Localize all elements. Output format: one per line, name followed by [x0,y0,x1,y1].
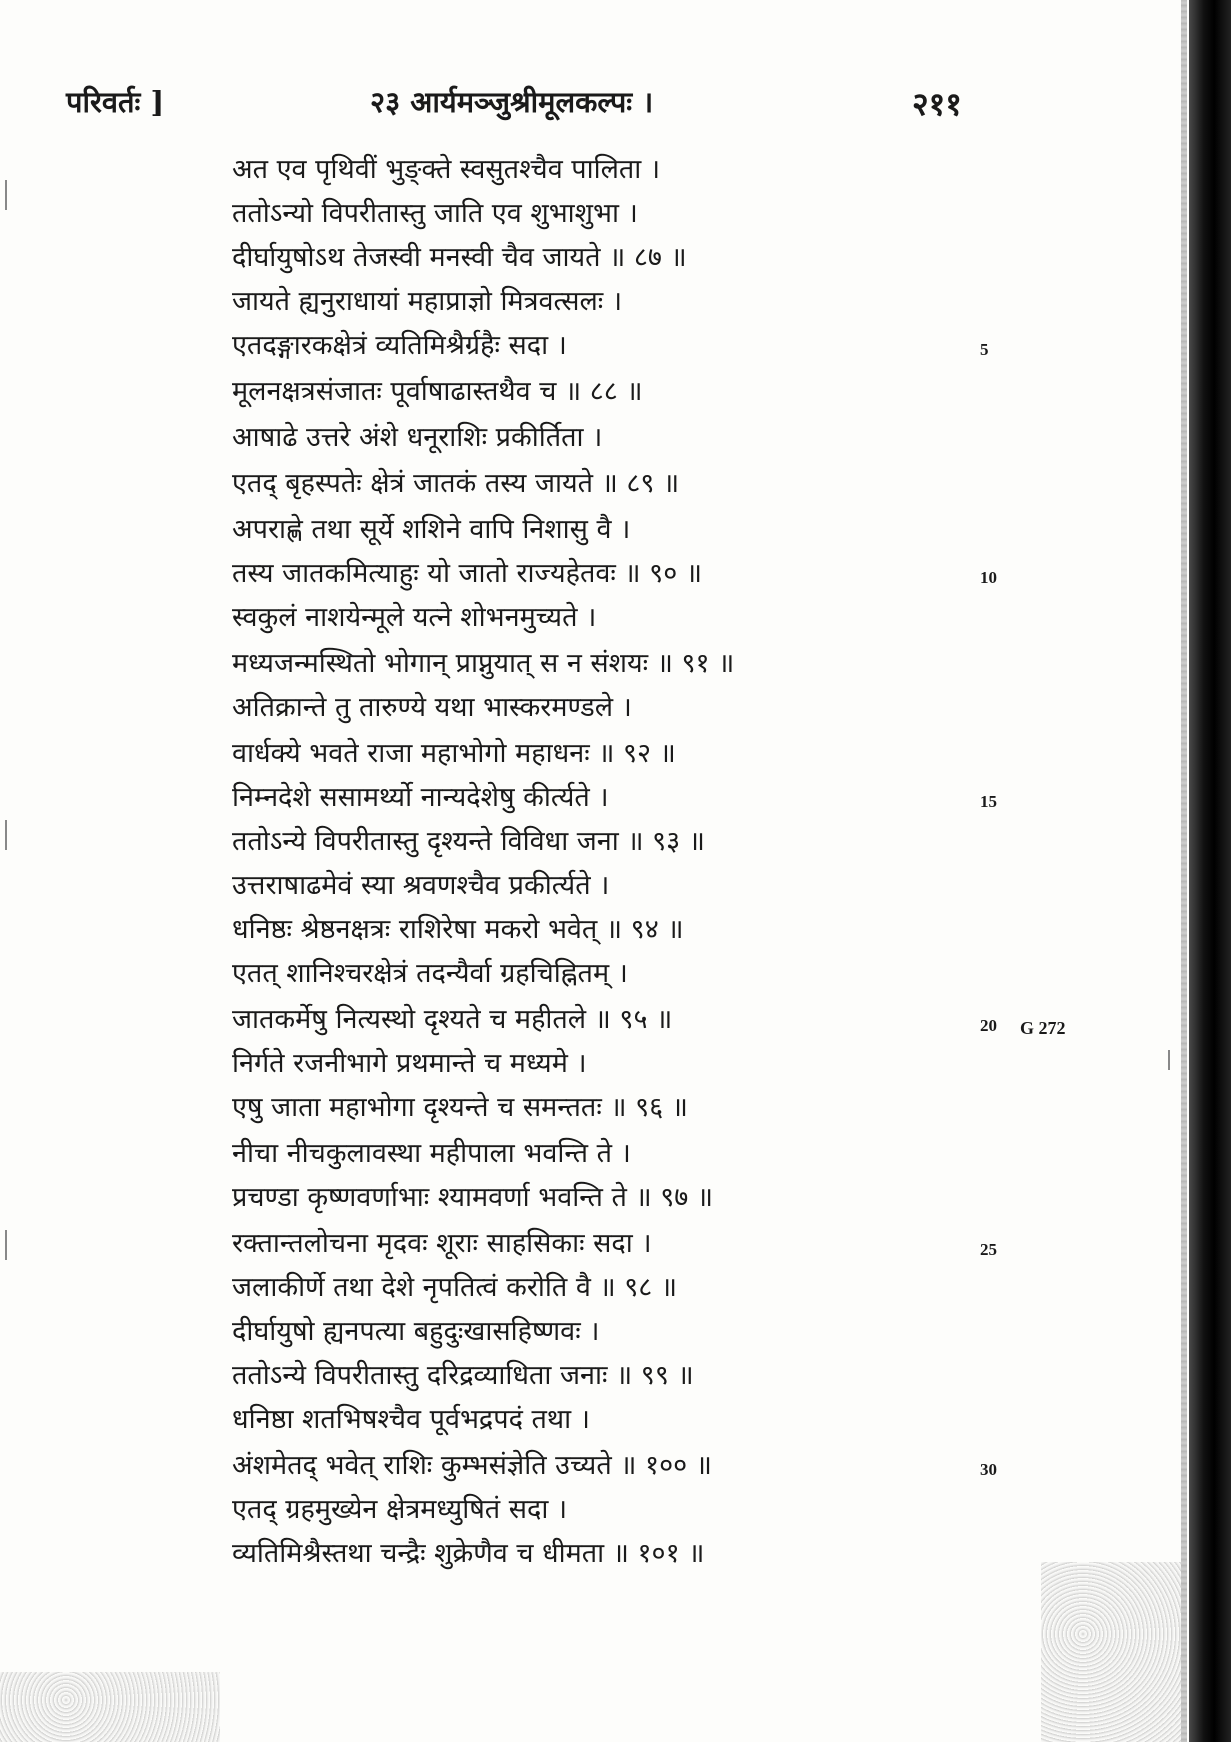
scan-noise [1041,1562,1181,1742]
chapter-label: परिवर्तः ] [66,85,165,119]
verse-line: उत्तराषाढमेवं स्या श्रवणश्चैव प्रकीर्त्यते । [232,870,610,901]
verse-line: प्रचण्डा कृष्णवर्णाभाः श्यामवर्णा भवन्ति ते ॥ ९७ ॥ [232,1182,714,1213]
scan-mark [5,1230,7,1260]
running-header [0,82,1231,132]
verse-line: व्यतिमिश्रैस्तथा चन्द्रैः शुक्रेणैव च धीमता ॥ १०१ ॥ [232,1538,705,1569]
margin-reference: G 272 [1020,1018,1066,1038]
verse-line: एतद् बृहस्पतेः क्षेत्रं जातकं तस्य जायते ॥ ८९ ॥ [232,468,680,499]
verse-line: ततोऽन्यो विपरीतास्तु जाति एव शुभाशुभा । [232,198,638,229]
verse-line: जलाकीर्णे तथा देशे नृपतित्वं करोति वै ॥ ९८ ॥ [232,1272,678,1303]
verse-line: जायते ह्यनुराधायां महाप्राज्ञो मित्रवत्सलः । [232,286,623,317]
line-number: 20 [980,1016,997,1035]
line-number: 5 [980,340,989,359]
verse-line: निम्नदेशे ससामर्थ्यो नान्यदेशेषु कीर्त्यते । [232,782,609,813]
scan-mark [5,180,7,210]
verse-line: ततोऽन्ये विपरीतास्तु दृश्यन्ते विविधा जना ॥ ९३ ॥ [232,826,705,857]
verse-line: अपराह्णे तथा सूर्ये शशिने वापि निशासु वै । [232,514,631,545]
verse-line: आषाढे उत्तरे अंशे धनूराशिः प्रकीर्तिता । [232,422,603,453]
verse-line: एतदङ्गारकक्षेत्रं व्यतिमिश्रैर्ग्रहैः सदा । [232,330,567,361]
verse-line: तस्य जातकमित्याहुः यो जातो राज्यहेतवः ॥ ९० ॥ [232,558,703,589]
binding-shadow [1181,0,1187,1742]
verse-line: नीचा नीचकुलावस्था महीपाला भवन्ति ते । [232,1138,631,1169]
verse-line: रक्तान्तलोचना मृदवः शूराः साहसिकाः सदा । [232,1228,652,1259]
verse-line: एतद् ग्रहमुख्येन क्षेत्रमध्युषितं सदा । [232,1494,568,1525]
line-number: 10 [980,568,997,587]
verse-line: मूलनक्षत्रसंजातः पूर्वाषाढास्तथैव च ॥ ८८ ॥ [232,376,643,407]
verse-line: निर्गते रजनीभागे प्रथमान्ते च मध्यमे । [232,1048,587,1079]
verse-line: अत एव पृथिवीं भुङ्क्ते स्वसुतश्चैव पालिता । [232,154,661,185]
scan-mark [1168,1050,1170,1070]
verse-line: मध्यजन्मस्थितो भोगान् प्राप्नुयात् स न संशयः ॥ ९१ ॥ [232,648,735,679]
verse-line: अंशमेतद् भवेत् राशिः कुम्भसंज्ञेति उच्यते ॥ १०० ॥ [232,1450,712,1481]
verse-line: धनिष्ठः श्रेष्ठनक्षत्रः राशिरेषा मकरो भवेत् ॥ ९४ ॥ [232,914,684,945]
verse-line: एषु जाता महाभोगा दृश्यन्ते च समन्ततः ॥ ९६ ॥ [232,1092,688,1123]
verse-line: दीर्घायुषोऽथ तेजस्वी मनस्वी चैव जायते ॥ ८७ ॥ [232,242,687,273]
scan-noise [0,1672,220,1742]
running-title: २३ आर्यमञ्जुश्रीमूलकल्पः । [370,85,654,119]
page-number: २११ [912,85,962,123]
verse-line: धनिष्ठा शतभिषश्चैव पूर्वभद्रपदं तथा । [232,1404,590,1435]
line-number: 25 [980,1240,997,1259]
verse-line: वार्धक्ये भवते राजा महाभोगो महाधनः ॥ ९२ ॥ [232,738,676,769]
verse-line: स्वकुलं नाशयेन्मूले यत्ने शोभनमुच्यते । [232,602,597,633]
verse-line: ततोऽन्ये विपरीतास्तु दरिद्रव्याधिता जनाः ॥ ९९ ॥ [232,1360,694,1391]
verse-line: अतिक्रान्ते तु तारुण्ये यथा भास्करमण्डले । [232,692,632,723]
line-number: 15 [980,792,997,811]
binding-edge [1189,0,1231,1742]
scan-mark [5,820,7,850]
verse-line: जातकर्मेषु नित्यस्थो दृश्यते च महीतले ॥ ९५ ॥ [232,1004,673,1035]
verse-line: एतत् शानिश्चरक्षेत्रं तदन्यैर्वा ग्रहचिह्नितम् । [232,958,628,989]
line-number: 30 [980,1460,997,1479]
verse-line: दीर्घायुषो ह्यनपत्या बहुदुःखासहिष्णवः । [232,1316,600,1347]
